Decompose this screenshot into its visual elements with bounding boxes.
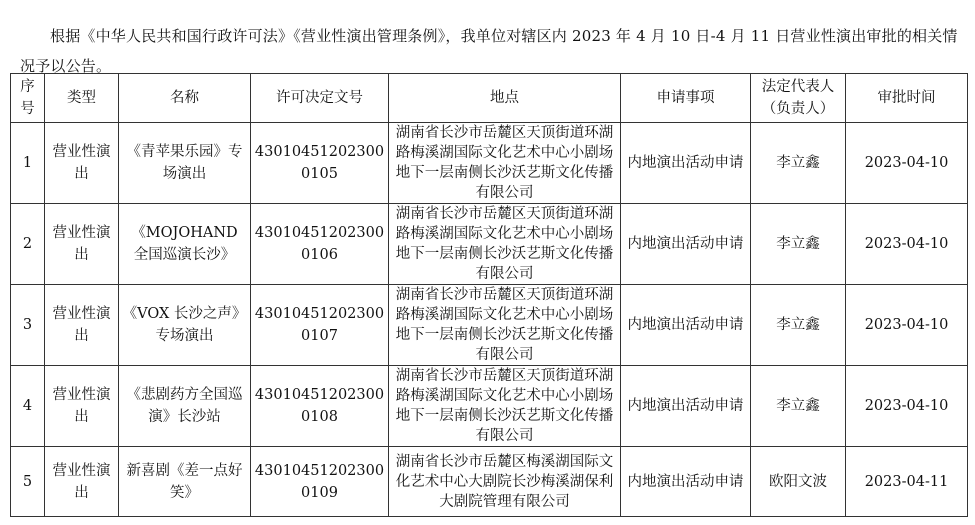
table-header-row (11, 74, 968, 123)
table-row (11, 366, 968, 447)
cell-permit-number: 430104512023000109 (251, 447, 389, 517)
header-application: 申请事项 (621, 74, 751, 123)
header-approval-date: 审批时间 (846, 74, 968, 123)
header-type: 类型 (45, 74, 119, 123)
cell-location: 湖南省长沙市岳麓区天顶街道环湖路梅溪湖国际文化艺术中心小剧场地下一层南侧长沙沃艺斯文化传播有限公司 (389, 123, 621, 204)
cell-legal-representative: 欧阳文波 (751, 447, 846, 517)
cell-approval-date: 2023-04-10 (846, 123, 968, 204)
table-row (11, 285, 968, 366)
cell-name: 《悲剧药方全国巡演》长沙站 (119, 366, 251, 447)
cell-location: 湖南省长沙市岳麓区天顶街道环湖路梅溪湖国际文化艺术中心小剧场地下一层南侧长沙沃艺斯文化传播有限公司 (389, 204, 621, 285)
cell-approval-date: 2023-04-10 (846, 285, 968, 366)
header-legal-representative: 法定代表人（负责人） (751, 74, 846, 123)
cell-seq: 2 (11, 204, 45, 285)
cell-name: 《VOX 长沙之声》专场演出 (119, 285, 251, 366)
cell-type: 营业性演出 (45, 447, 119, 517)
cell-seq: 4 (11, 366, 45, 447)
cell-approval-date: 2023-04-11 (846, 447, 968, 517)
header-permit-number: 许可决定文号 (251, 74, 389, 123)
cell-application: 内地演出活动申请 (621, 123, 751, 204)
cell-approval-date: 2023-04-10 (846, 366, 968, 447)
cell-approval-date: 2023-04-10 (846, 204, 968, 285)
cell-application: 内地演出活动申请 (621, 204, 751, 285)
cell-legal-representative: 李立鑫 (751, 366, 846, 447)
approval-table (10, 73, 968, 517)
cell-legal-representative: 李立鑫 (751, 285, 846, 366)
cell-type: 营业性演出 (45, 285, 119, 366)
cell-name: 《青苹果乐园》专场演出 (119, 123, 251, 204)
cell-application: 内地演出活动申请 (621, 447, 751, 517)
cell-seq: 3 (11, 285, 45, 366)
cell-type: 营业性演出 (45, 123, 119, 204)
table-row (11, 123, 968, 204)
cell-application: 内地演出活动申请 (621, 366, 751, 447)
intro-paragraph: 根据《中华人民共和国行政许可法》《营业性演出管理条例》，我单位对辖区内 2023 年 4 月 10 日-4 月 11 日营业性演出审批的相关情况予以公告。 (20, 27, 958, 75)
cell-legal-representative: 李立鑫 (751, 204, 846, 285)
cell-seq: 1 (11, 123, 45, 204)
cell-name: 新喜剧《差一点好笑》 (119, 447, 251, 517)
cell-type: 营业性演出 (45, 204, 119, 285)
header-seq: 序号 (11, 74, 45, 123)
cell-legal-representative: 李立鑫 (751, 123, 846, 204)
cell-location: 湖南省长沙市岳麓区天顶街道环湖路梅溪湖国际文化艺术中心小剧场地下一层南侧长沙沃艺斯文化传播有限公司 (389, 285, 621, 366)
cell-location: 湖南省长沙市岳麓区梅溪湖国际文化艺术中心大剧院长沙梅溪湖保利大剧院管理有限公司 (389, 447, 621, 517)
cell-seq: 5 (11, 447, 45, 517)
cell-permit-number: 430104512023000107 (251, 285, 389, 366)
cell-permit-number: 430104512023000105 (251, 123, 389, 204)
cell-type: 营业性演出 (45, 366, 119, 447)
header-location: 地点 (389, 74, 621, 123)
header-name: 名称 (119, 74, 251, 123)
cell-application: 内地演出活动申请 (621, 285, 751, 366)
table-row (11, 204, 968, 285)
cell-location: 湖南省长沙市岳麓区天顶街道环湖路梅溪湖国际文化艺术中心小剧场地下一层南侧长沙沃艺斯文化传播有限公司 (389, 366, 621, 447)
cell-permit-number: 430104512023000108 (251, 366, 389, 447)
cell-name: 《MOJOHAND 全国巡演长沙》 (119, 204, 251, 285)
table-row (11, 447, 968, 517)
cell-permit-number: 430104512023000106 (251, 204, 389, 285)
